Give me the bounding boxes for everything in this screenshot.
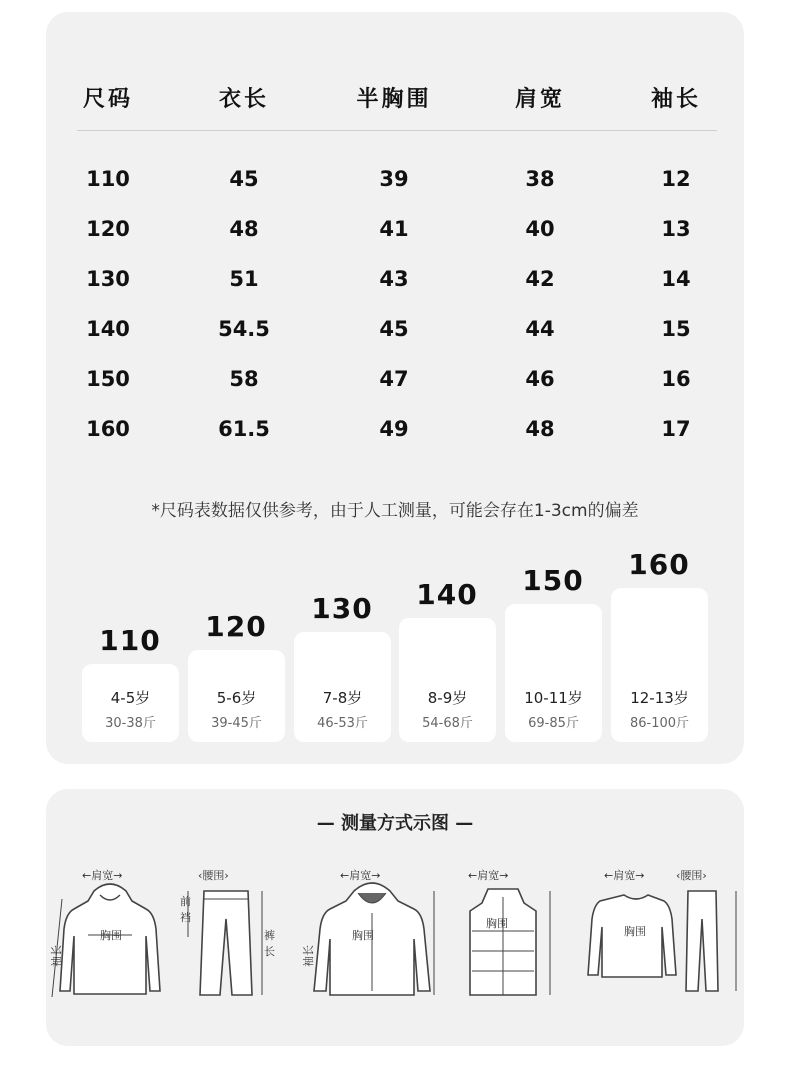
waist-label: ‹腰围› xyxy=(198,869,229,882)
age-range: 12-13岁 xyxy=(630,689,689,707)
weight-range: 69-85斤 xyxy=(528,716,579,731)
age-range: 5-6岁 xyxy=(216,689,257,707)
table-cell: 140 xyxy=(86,317,130,341)
header-divider xyxy=(77,130,717,131)
table-cell: 58 xyxy=(229,367,259,391)
table-cell: 110 xyxy=(86,167,130,191)
weight-range: 39-45斤 xyxy=(211,716,262,731)
table-cell: 17 xyxy=(661,417,691,441)
age-size-label: 150 xyxy=(522,564,584,597)
age-range: 8-9岁 xyxy=(427,689,468,707)
table-cell: 61.5 xyxy=(218,417,270,441)
shoulder-label-4: ←肩宽→ xyxy=(604,869,645,882)
weight-range: 30-38斤 xyxy=(105,716,156,731)
front-rise-label-2: 裆 xyxy=(180,911,191,924)
front-rise-label: 前 xyxy=(180,895,191,908)
shoulder-label-3: ←肩宽→ xyxy=(468,869,509,882)
table-cell: 51 xyxy=(229,267,259,291)
age-card xyxy=(505,604,602,742)
hoodie-diagram xyxy=(50,869,170,1004)
weight-range: 86-100斤 xyxy=(629,716,690,731)
table-cell: 120 xyxy=(86,217,130,241)
svg-text:长: 长 xyxy=(264,945,275,958)
column-header: 衣长 xyxy=(218,87,269,112)
table-cell: 48 xyxy=(229,217,259,241)
table-cell: 47 xyxy=(379,367,409,391)
table-cell: 41 xyxy=(379,217,409,241)
age-range: 7-8岁 xyxy=(322,689,363,707)
table-cell: 150 xyxy=(86,367,130,391)
sleeve-label: 袖长 xyxy=(50,945,63,967)
table-cell: 160 xyxy=(86,417,130,441)
measurement-title: — 测量方式示图 — xyxy=(316,813,474,834)
weight-range: 54-68斤 xyxy=(422,716,473,731)
chest-label-4: 胸围 xyxy=(624,925,646,938)
age-size-label: 140 xyxy=(416,578,478,611)
column-header: 袖长 xyxy=(650,87,701,112)
disclaimer-note: *尺码表数据仅供参考，由于人工测量，可能会存在1-3cm的偏差 xyxy=(151,501,639,521)
age-card xyxy=(188,650,285,742)
age-card xyxy=(399,618,496,742)
table-cell: 48 xyxy=(525,417,555,441)
table-cell: 12 xyxy=(661,167,691,191)
sweatshirt-set-diagram xyxy=(584,869,744,1004)
pants-diagram xyxy=(176,869,276,1004)
jacket-diagram xyxy=(302,869,442,1004)
waist-label-2: ‹腰围› xyxy=(676,869,707,882)
age-size-label: 130 xyxy=(311,592,373,625)
age-size-label: 120 xyxy=(205,610,267,643)
vest-diagram xyxy=(454,869,564,1004)
table-cell: 13 xyxy=(661,217,691,241)
table-cell: 45 xyxy=(379,317,409,341)
table-cell: 14 xyxy=(661,267,691,291)
column-header: 肩宽 xyxy=(514,87,565,112)
pants-length-label: 裤 xyxy=(264,929,275,942)
sleeve-label-2: 袖长 xyxy=(302,945,315,967)
table-cell: 130 xyxy=(86,267,130,291)
table-cell: 39 xyxy=(379,167,409,191)
chest-label: 胸围 xyxy=(100,929,122,942)
table-cell: 43 xyxy=(379,267,409,291)
table-cell: 46 xyxy=(525,367,555,391)
column-header: 尺码 xyxy=(82,87,133,112)
age-range: 4-5岁 xyxy=(110,689,151,707)
table-cell: 38 xyxy=(525,167,555,191)
age-size-label: 160 xyxy=(628,548,690,581)
shoulder-label: ←肩宽→ xyxy=(82,869,123,882)
table-cell: 16 xyxy=(661,367,691,391)
age-range: 10-11岁 xyxy=(524,689,583,707)
age-card xyxy=(611,588,708,742)
chest-label-2: 胸围 xyxy=(352,929,374,942)
table-cell: 40 xyxy=(525,217,555,241)
table-cell: 49 xyxy=(379,417,409,441)
shoulder-label-2: ←肩宽→ xyxy=(340,869,381,882)
table-cell: 44 xyxy=(525,317,555,341)
column-header: 半胸围 xyxy=(356,87,432,112)
age-card xyxy=(294,632,391,742)
chest-label-3: 胸围 xyxy=(486,917,508,930)
table-cell: 15 xyxy=(661,317,691,341)
measurement-panel xyxy=(46,789,744,1046)
age-card xyxy=(82,664,179,742)
table-cell: 45 xyxy=(229,167,259,191)
age-size-label: 110 xyxy=(99,624,161,657)
table-cell: 42 xyxy=(525,267,555,291)
weight-range: 46-53斤 xyxy=(317,716,368,731)
table-cell: 54.5 xyxy=(218,317,270,341)
size-chart-panel xyxy=(46,12,744,764)
